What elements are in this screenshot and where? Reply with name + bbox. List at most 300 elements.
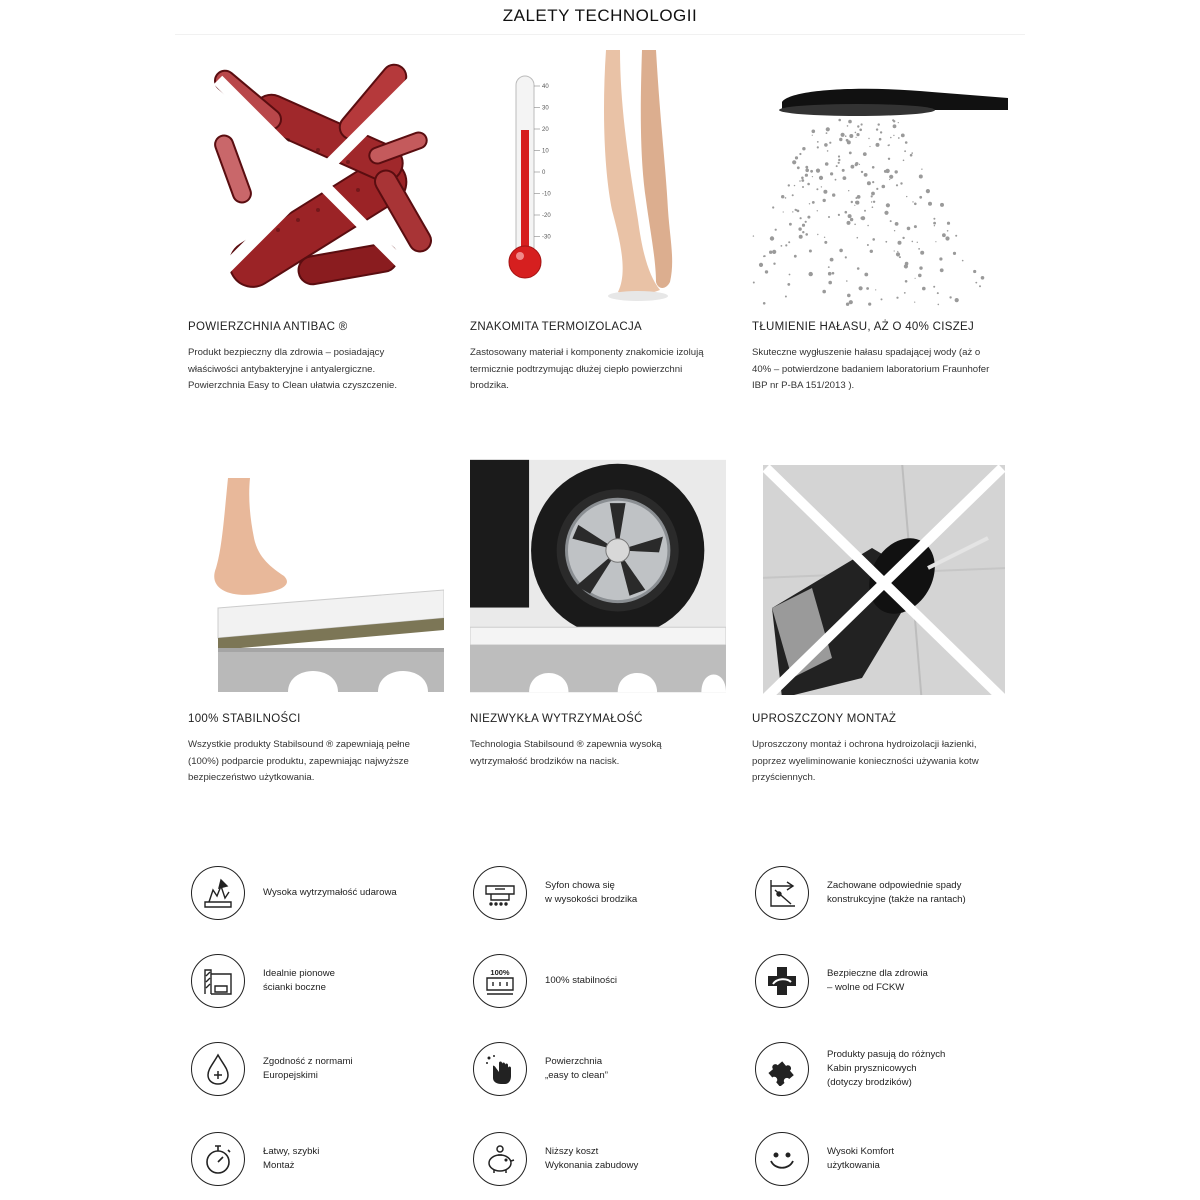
water-drop: [801, 179, 804, 182]
card-text: Technologia Stabilsound ® zapewnia wysoką wytrzymałość brodzików na nacisk.: [470, 739, 662, 767]
stopwatch-icon: [191, 1132, 245, 1186]
water-drop: [955, 298, 959, 302]
water-drop: [876, 143, 880, 147]
water-drop: [773, 263, 775, 265]
water-drop: [914, 203, 917, 206]
stability-badge: 100%: [490, 968, 510, 977]
water-drop: [836, 165, 838, 167]
water-drop: [907, 227, 911, 231]
water-drop: [867, 244, 869, 246]
water-drop: [875, 289, 876, 290]
water-drop: [839, 138, 842, 141]
stability-icon: [473, 954, 527, 1008]
feature-label: Zachowane odpowiednie spady konstrukcyjne (także na rantach): [827, 880, 966, 905]
water-drop: [794, 255, 797, 258]
water-drop: [848, 120, 852, 124]
water-drop: [802, 224, 805, 227]
water-drop: [886, 203, 890, 207]
water-drop: [917, 242, 918, 243]
water-drop: [915, 278, 916, 279]
water-drop: [847, 294, 851, 298]
water-drop: [900, 182, 902, 184]
water-drop: [812, 130, 816, 134]
water-drop: [798, 227, 801, 230]
water-drop: [920, 251, 924, 255]
card-title: NIEZWYKŁA WYTRZYMAŁOŚĆ: [470, 713, 643, 725]
water-drop: [947, 230, 949, 232]
water-drop: [816, 169, 820, 173]
water-drop: [795, 209, 797, 211]
water-drop: [922, 287, 926, 291]
card-text: Skuteczne wygłuszenie hałasu spadającej wody (aż o 40% – potwierdzone badaniem laboratorium Fraunhofer IBP nr P-BA 151/2013 ).: [752, 347, 990, 391]
water-drop: [872, 181, 874, 183]
water-drop: [838, 214, 840, 216]
feature-quick-install: [191, 1131, 461, 1187]
water-drop: [830, 172, 833, 175]
water-drop: [898, 122, 899, 123]
water-drop: [839, 249, 843, 253]
feature-norms: [191, 1041, 461, 1097]
feature-card-noise: [752, 50, 1012, 395]
feature-label: Bezpieczne dla zdrowia – wolne od FCKW: [827, 968, 928, 993]
water-drop: [904, 292, 906, 294]
water-drop: [894, 230, 895, 231]
water-drop: [897, 251, 898, 252]
water-drop: [828, 281, 832, 285]
thermometer-label: 40: [542, 84, 549, 90]
card-title: POWIERZCHNIA ANTIBAC ®: [188, 321, 348, 333]
water-drop: [828, 272, 832, 276]
water-drop: [830, 258, 834, 262]
water-drop: [935, 241, 936, 242]
water-drop: [788, 241, 790, 243]
feature-easy-clean: [473, 1041, 743, 1097]
water-drop: [857, 125, 859, 127]
water-drop: [775, 229, 777, 231]
water-drop: [821, 186, 822, 187]
water-drop: [846, 303, 849, 306]
water-drop: [799, 180, 801, 182]
water-drop: [799, 153, 801, 155]
water-drop: [824, 237, 825, 238]
water-drop: [787, 283, 790, 286]
feature-vertical-walls: [191, 953, 461, 1009]
water-drop: [904, 150, 906, 152]
water-drop: [843, 176, 847, 180]
water-drop: [882, 185, 886, 189]
card-title: UPROSZCZONY MONTAŻ: [752, 713, 897, 725]
water-drop: [861, 123, 863, 125]
water-drop: [855, 201, 858, 204]
water-drop: [921, 169, 922, 170]
water-drop: [812, 201, 815, 204]
water-drop: [896, 297, 898, 299]
water-drop: [905, 141, 908, 144]
water-drop: [889, 179, 890, 180]
water-drop: [847, 221, 851, 225]
water-drop: [871, 195, 873, 197]
water-drop: [863, 152, 867, 156]
water-drop: [848, 190, 849, 191]
feature-label: Wysoka wytrzymałość udarowa: [263, 887, 397, 898]
water-drop: [824, 241, 827, 244]
water-drop: [928, 202, 932, 206]
water-drop: [869, 146, 870, 147]
title-divider: [175, 34, 1025, 35]
water-drop: [789, 223, 792, 226]
health-cross-icon: [755, 954, 809, 1008]
water-drop-icon: [191, 1042, 245, 1096]
thermometer-legs-image: [470, 50, 726, 306]
water-drop: [914, 225, 917, 228]
water-drop: [827, 150, 829, 152]
water-drop: [816, 188, 818, 190]
feature-card-antibac: [188, 50, 448, 395]
water-drop: [876, 188, 878, 190]
water-drop: [864, 273, 868, 277]
water-drop: [809, 203, 810, 204]
water-drop: [896, 184, 898, 186]
feature-card-strength: [470, 458, 730, 770]
water-drop: [854, 205, 855, 206]
thermometer-label: -10: [542, 191, 551, 198]
water-drop: [819, 176, 823, 180]
water-drop: [901, 134, 905, 138]
thermometer-label: 20: [542, 127, 549, 133]
water-drop: [753, 282, 755, 284]
water-drop: [788, 184, 790, 186]
water-drop: [764, 255, 766, 257]
water-drop: [895, 170, 898, 173]
water-drop: [851, 201, 853, 203]
water-drop: [953, 252, 956, 255]
water-drop: [802, 147, 805, 150]
water-drop: [910, 154, 913, 157]
water-drop: [797, 166, 800, 169]
water-drop: [890, 220, 892, 222]
water-drop: [861, 171, 863, 173]
water-drop: [810, 170, 813, 173]
water-drop: [912, 241, 914, 243]
water-drop: [856, 133, 859, 136]
water-drop: [879, 138, 882, 141]
feature-health: [755, 953, 1025, 1009]
water-drop: [878, 123, 880, 125]
water-drop: [940, 203, 944, 207]
card-text: Uproszczony montaż i ochrona hydroizolacji łazienki, poprzez wyeliminowanie konieczności używania kotw przyściennych.: [752, 739, 979, 783]
water-drop: [876, 128, 878, 130]
slope-icon: [755, 866, 809, 920]
card-text: Wszystkie produkty Stabilsound ® zapewniają pełne (100%) podparcie produktu, zapewniając najwyższe bezpieczeństwo użytkowania.: [188, 739, 410, 783]
water-drop: [805, 221, 807, 223]
water-drop: [770, 236, 774, 240]
water-drop: [824, 143, 828, 147]
card-title: 100% STABILNOŚCI: [188, 713, 301, 725]
water-drop: [918, 274, 922, 278]
water-drop: [838, 155, 840, 157]
water-drop: [893, 135, 894, 136]
water-drop: [868, 303, 871, 306]
feature-label: Idealnie pionowe ścianki boczne: [263, 968, 336, 993]
water-drop: [955, 235, 957, 237]
water-drop: [870, 250, 873, 253]
water-drop: [845, 256, 847, 258]
water-drop: [892, 119, 894, 121]
water-drop: [919, 175, 923, 179]
water-drop: [872, 166, 875, 169]
water-drop: [832, 272, 835, 275]
feature-label: Wysoki Komfort użytkowania: [827, 1146, 895, 1171]
water-drop: [893, 124, 897, 128]
water-drop: [937, 292, 939, 294]
water-drop: [795, 156, 798, 159]
water-drop: [884, 211, 888, 215]
water-drop: [881, 298, 883, 300]
water-drop: [812, 135, 813, 136]
water-drop: [926, 189, 930, 193]
water-drop: [769, 251, 772, 254]
water-drop: [911, 152, 913, 154]
water-drop: [847, 125, 849, 127]
thermometer-label: -30: [542, 234, 551, 241]
water-drop: [817, 210, 818, 211]
water-drop: [872, 238, 875, 241]
water-drop: [859, 129, 862, 132]
water-drop: [783, 211, 784, 212]
water-drop: [902, 237, 904, 239]
water-drop: [896, 252, 900, 256]
water-drop: [871, 201, 872, 202]
feature-stability: [473, 953, 743, 1009]
water-drop: [802, 186, 804, 188]
water-drop: [861, 216, 865, 220]
water-drop: [785, 197, 787, 199]
feature-label: Niższy koszt Wykonania zabudowy: [545, 1146, 639, 1171]
water-drop: [933, 286, 935, 288]
water-drop: [867, 225, 869, 227]
water-drop: [859, 286, 863, 290]
water-drop: [785, 244, 787, 246]
water-drop: [981, 276, 985, 280]
water-drop: [885, 241, 887, 243]
water-drop: [817, 141, 819, 143]
water-drop: [871, 192, 875, 196]
water-drop: [975, 282, 977, 284]
puzzle-icon: [755, 1042, 809, 1096]
water-drop: [785, 296, 787, 298]
water-drop: [759, 263, 763, 267]
feature-lower-cost: [473, 1131, 743, 1187]
water-drop: [802, 231, 804, 233]
water-drop: [838, 159, 840, 161]
water-drop: [894, 250, 895, 251]
water-drop: [940, 268, 944, 272]
thermometer-label: 0: [542, 170, 546, 176]
clean-hand-icon: [473, 1042, 527, 1096]
water-drop: [807, 216, 810, 219]
water-drop: [823, 190, 827, 194]
feature-card-mounting: [752, 458, 1012, 787]
shower-head-image: [752, 50, 1008, 306]
water-drop: [826, 132, 828, 134]
water-drop: [973, 270, 976, 273]
water-drop: [905, 280, 908, 283]
water-drop: [799, 235, 803, 239]
water-drop: [979, 285, 981, 287]
water-drop: [857, 237, 859, 239]
water-drop: [864, 210, 866, 212]
feature-label: Produkty pasują do różnych Kabin prysznicowych (dotyczy brodzików): [827, 1049, 946, 1088]
water-drop: [905, 262, 909, 266]
water-drop: [832, 193, 835, 196]
water-drop: [898, 241, 902, 245]
water-drop: [829, 142, 831, 144]
car-wheel-image: [470, 458, 726, 698]
water-drop: [845, 135, 847, 137]
water-drop: [912, 201, 913, 202]
water-drop: [888, 158, 890, 160]
water-drop: [895, 222, 899, 226]
feature-label: Zgodność z normami Europejskimi: [263, 1056, 353, 1081]
water-drop: [880, 131, 882, 133]
water-drop: [856, 137, 857, 138]
water-drop: [772, 206, 774, 208]
water-drop: [919, 266, 922, 269]
water-drop: [835, 179, 837, 181]
water-drop: [918, 248, 920, 250]
feature-comfort: [755, 1131, 1025, 1187]
water-drop: [801, 177, 804, 180]
water-drop: [792, 160, 796, 164]
water-drop: [809, 272, 813, 276]
water-drop: [889, 175, 893, 179]
card-title: TŁUMIENIE HAŁASU, AŻ O 40% CISZEJ: [752, 321, 975, 333]
water-drop: [945, 236, 949, 240]
card-title: ZNAKOMITA TERMOIZOLACJA: [470, 321, 642, 333]
water-drop: [898, 137, 900, 139]
water-drop: [838, 162, 840, 164]
water-drop: [906, 196, 907, 197]
water-drop: [933, 222, 936, 225]
water-drop: [828, 216, 830, 218]
water-drop: [857, 267, 860, 270]
water-drop: [781, 195, 784, 198]
water-drop: [903, 160, 905, 162]
feature-label: Syfon chowa się w wysokości brodzika: [545, 880, 638, 905]
water-drop: [962, 260, 964, 262]
feature-compatibility: [755, 1041, 1025, 1097]
water-drop: [857, 195, 861, 199]
page-title: ZALETY TECHNOLOGII: [502, 6, 698, 25]
water-drop: [866, 174, 868, 176]
water-drop: [772, 250, 776, 254]
water-drop: [899, 256, 901, 258]
water-drop: [828, 266, 830, 268]
water-drop: [805, 169, 809, 173]
water-drop: [849, 152, 852, 155]
water-drop: [849, 300, 853, 304]
water-drop: [822, 290, 826, 294]
water-drop: [805, 174, 808, 177]
water-drop: [938, 304, 940, 306]
water-drop: [849, 134, 853, 138]
water-drop: [845, 211, 848, 214]
feature-siphon: [473, 865, 743, 921]
impact-icon: [191, 866, 245, 920]
card-text: Zastosowany materiał i komponenty znakomicie izolują termicznie podtrzymując dłużej ciepło powierzchni brodzika.: [470, 347, 704, 391]
water-drop: [890, 137, 892, 139]
water-drop: [872, 206, 874, 208]
water-drop: [914, 302, 915, 303]
water-drop: [919, 196, 922, 199]
water-drop: [933, 218, 935, 220]
water-drop: [763, 302, 766, 305]
water-drop: [848, 214, 852, 218]
smiley-icon: [755, 1132, 809, 1186]
water-drop: [838, 119, 841, 122]
water-drop: [812, 176, 813, 177]
water-drop: [825, 162, 829, 166]
water-drop: [947, 222, 950, 225]
water-drop: [866, 287, 869, 290]
water-drop: [873, 201, 875, 203]
water-drop: [854, 224, 856, 226]
water-drop: [851, 165, 855, 169]
crossed-drill-image: [752, 458, 1008, 698]
water-drop: [809, 250, 812, 253]
feature-card-stability: [188, 458, 448, 787]
water-drop: [859, 164, 860, 165]
feature-label: Powierzchnia „easy to clean”: [545, 1056, 608, 1081]
water-drop: [781, 245, 783, 247]
feature-impact: [191, 865, 461, 921]
water-drop: [888, 144, 890, 146]
feature-card-thermal: [470, 50, 730, 395]
water-drop: [800, 217, 802, 219]
thermometer-label: -20: [542, 213, 551, 219]
siphon-icon: [473, 866, 527, 920]
feature-label: 100% stabilności: [545, 975, 617, 986]
card-text: Produkt bezpieczny dla zdrowia – posiadający właściwości antybakteryjne i antyalergiczne. Powierzchnia Easy to Clean ułatwia czyszczenie.: [188, 347, 398, 391]
water-drop: [826, 127, 830, 131]
water-drop: [817, 146, 819, 148]
water-drop: [792, 211, 793, 212]
water-drop: [867, 181, 871, 185]
thermometer-label: 10: [542, 148, 549, 155]
feature-label: Łatwy, szybki Montaż: [263, 1146, 320, 1171]
water-drop: [792, 194, 794, 196]
water-drop: [817, 234, 818, 235]
water-drop: [850, 218, 853, 221]
water-drop: [846, 280, 848, 282]
water-drop: [949, 296, 951, 298]
water-drop: [939, 257, 942, 260]
water-drop: [841, 133, 845, 137]
water-drop: [753, 235, 754, 236]
water-drop: [797, 210, 800, 213]
water-drop: [765, 270, 768, 273]
water-drop: [855, 163, 858, 166]
piggy-bank-icon: [473, 1132, 527, 1186]
water-drop: [789, 274, 791, 276]
water-drop: [885, 169, 889, 173]
water-drop: [805, 166, 808, 169]
water-drop: [794, 185, 795, 186]
water-drop: [934, 225, 935, 226]
vertical-walls-icon: [191, 954, 245, 1008]
feature-slope: [755, 865, 1025, 921]
water-drop: [942, 233, 946, 237]
